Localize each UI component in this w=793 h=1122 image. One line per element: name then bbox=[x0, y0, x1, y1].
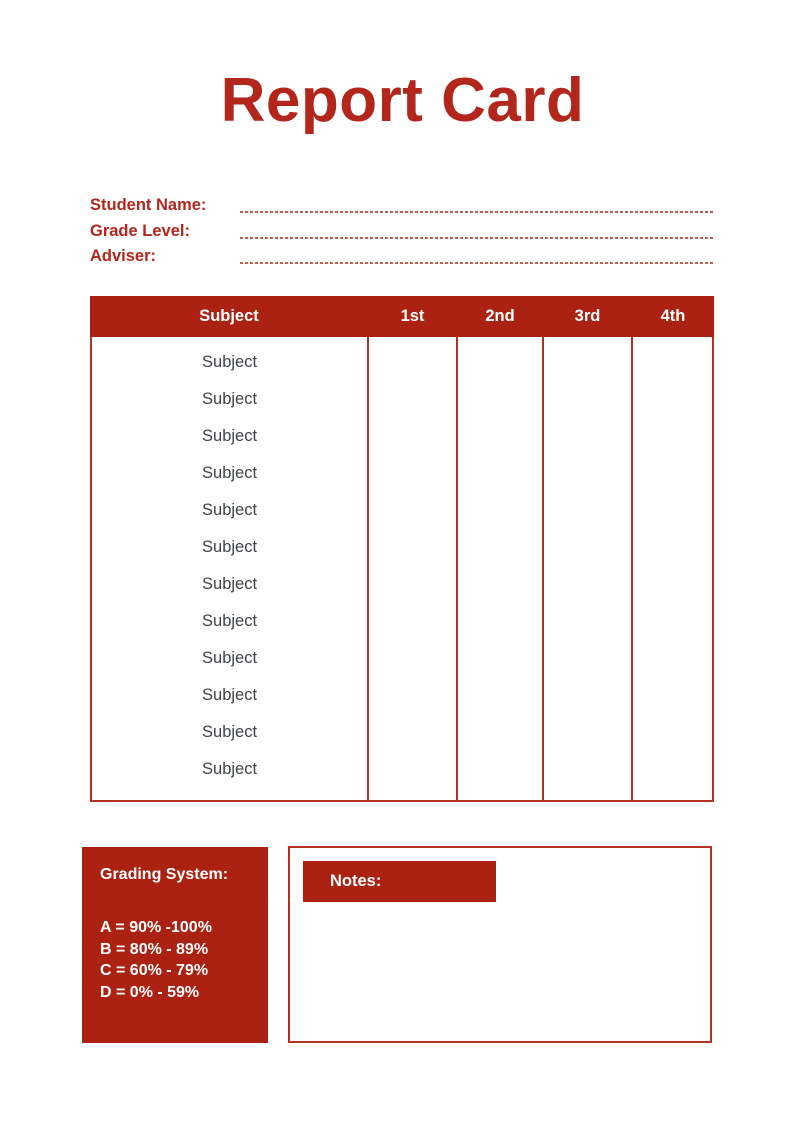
table-row bbox=[92, 640, 712, 677]
grading-system-panel bbox=[82, 847, 268, 1043]
grades-table-header bbox=[90, 296, 714, 337]
header-2nd-quarter: 2nd bbox=[485, 307, 515, 325]
header-subject: Subject bbox=[199, 307, 259, 325]
column-divider bbox=[542, 337, 544, 800]
grade-b-range: B = 80% - 89% bbox=[100, 940, 209, 958]
header-1st-quarter: 1st bbox=[400, 307, 425, 325]
subject-cell: Subject bbox=[202, 390, 258, 408]
table-row bbox=[92, 603, 712, 640]
header-3rd-quarter: 3rd bbox=[574, 307, 601, 325]
table-row bbox=[92, 529, 712, 566]
column-divider bbox=[367, 337, 369, 800]
student-name-blank-line bbox=[240, 211, 715, 213]
subject-cell: Subject bbox=[202, 612, 258, 630]
table-row bbox=[92, 751, 712, 788]
subject-cell: Subject bbox=[202, 353, 258, 371]
grade-level-blank-line bbox=[240, 237, 715, 239]
subject-cell: Subject bbox=[202, 538, 258, 556]
subject-cell: Subject bbox=[202, 501, 258, 519]
table-row bbox=[92, 455, 712, 492]
notes-label: Notes: bbox=[330, 872, 382, 890]
grading-scale-list bbox=[100, 917, 260, 1004]
subject-cell: Subject bbox=[202, 723, 258, 741]
adviser-blank-line bbox=[240, 262, 715, 264]
student-name-label: Student Name: bbox=[90, 196, 207, 214]
table-row bbox=[92, 492, 712, 529]
subject-cell: Subject bbox=[202, 649, 258, 667]
header-4th-quarter: 4th bbox=[660, 307, 686, 325]
column-divider bbox=[631, 337, 633, 800]
grade-level-label: Grade Level: bbox=[90, 222, 190, 240]
grades-table-body bbox=[90, 337, 714, 802]
grades-table bbox=[90, 296, 714, 802]
grading-system-title: Grading System: bbox=[100, 866, 229, 883]
table-row bbox=[92, 566, 712, 603]
table-row bbox=[92, 418, 712, 455]
subject-cell: Subject bbox=[202, 575, 258, 593]
subject-cell: Subject bbox=[202, 760, 258, 778]
column-divider bbox=[456, 337, 458, 800]
subject-cell: Subject bbox=[202, 464, 258, 482]
notes-header-tab bbox=[303, 861, 496, 902]
adviser-label: Adviser: bbox=[90, 247, 157, 265]
page-title: Report Card bbox=[220, 66, 585, 135]
grade-d-range: D = 0% - 59% bbox=[100, 984, 200, 1002]
subject-cell: Subject bbox=[202, 686, 258, 704]
table-row bbox=[92, 344, 712, 381]
grade-c-range: C = 60% - 79% bbox=[100, 962, 209, 980]
table-row bbox=[92, 714, 712, 751]
subject-cell: Subject bbox=[202, 427, 258, 445]
grade-a-range: A = 90% -100% bbox=[100, 919, 212, 936]
notes-panel bbox=[288, 846, 712, 1043]
table-row bbox=[92, 381, 712, 418]
table-row bbox=[92, 677, 712, 714]
